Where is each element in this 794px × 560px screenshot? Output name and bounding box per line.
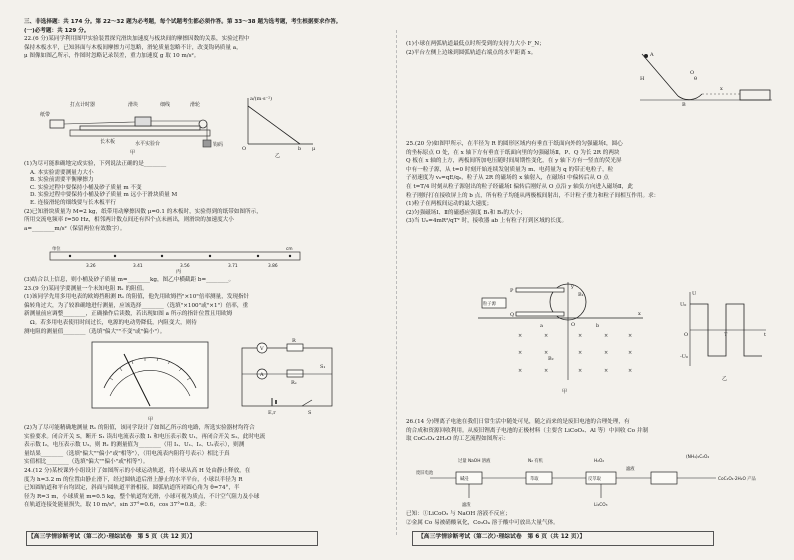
q25-line: 在 t=T/4 时刻从粒子源射出的粒子经磁场Ⅰ 偏转后刚好从 O 点沿 y 轴负方向进入磁场Ⅱ，此 [406, 183, 633, 190]
q25-line: 的坐标原点 O 处，在 x 轴下方有垂直于纸面向里的匀强磁场Ⅱ，P、Q 为长 2R 的两块 [406, 149, 620, 156]
ball [644, 54, 648, 58]
svg-text:×: × [604, 333, 609, 339]
flow-label: 滤液 [626, 467, 635, 472]
label-p: P [510, 288, 514, 294]
flow-label: N₂ 有机 [528, 459, 543, 464]
flow-label: H₂O₂ [594, 459, 605, 464]
q23-sub2-line: (2)为了尽可能精确地测量 Rₓ 的阻值，该同学设计了如图乙所示的电路，所选实验器材均符合 [24, 425, 255, 431]
q22-sub2-line: (2)已知滑块质量为 M=2 kg，纸带用动摩擦因数 μ=0.1 的木板时，实验得到的纸带如图所示， [24, 208, 262, 215]
pulley [199, 120, 207, 128]
origin-label: O [242, 146, 247, 152]
label-q: Q [510, 312, 515, 318]
label-pulley: 滑轮 [190, 102, 201, 108]
paper-tape [64, 122, 135, 124]
tape-dot [114, 255, 116, 257]
label-h: H [640, 76, 645, 82]
caption-yi: 乙 [275, 153, 281, 159]
hook-weight [203, 140, 211, 147]
svg-text:×: × [628, 333, 633, 339]
q23-sub2-line: 实验要求。闭合开关 S，断开 S₁ 读出电流表示数 I₁ 和电压表示数 U₁，再闭合开关 S₁，此时电流 [24, 433, 266, 440]
q22-q3-and-q23 [24, 276, 392, 337]
q25-line: 子初速度为 v₀=qE/q₀，粒子从 2R 的磁场的 x 轴射入，在磁场Ⅰ 中偏转后从 O 点 [406, 175, 609, 182]
flow-box-filter [651, 472, 677, 484]
q22-option: B. 实验前需要平衡摩擦力 [30, 177, 94, 184]
q25-line: 中有一粒子源，从 t=0 时刻开始连续发射质量为 m、电荷量为 q 的带正电粒子，粒 [406, 166, 614, 173]
label-slider: 滑块 [128, 102, 139, 108]
slider-block [135, 117, 151, 126]
q23-line: 新测量前应调整________，正确操作后读数，若出现如图 a 所示的指针位置且用欧姆 [24, 311, 233, 318]
plate-p [516, 288, 564, 292]
label-origin: O [684, 332, 689, 338]
svg-text:×: × [578, 368, 583, 374]
tape-strip [50, 252, 300, 260]
svg-text:×: × [518, 350, 523, 356]
tape-dot [69, 255, 71, 257]
label-b: b [596, 323, 600, 329]
label-t-period: T [724, 332, 728, 338]
q23-line: (1)该同学先用多用电表的欧姆挡粗测 Rₓ 的阻值，他先用欧姆挡"×10"倍率测量，发现指针 [24, 294, 250, 301]
label-time: t [764, 332, 767, 338]
caption-bing: 丙 [176, 269, 182, 275]
q24-line: 已知圆轨道和平台均固定，斜面与圆轨道平滑相接，圆弧轨道所对圆心角为 θ=74°，半 [24, 485, 240, 492]
svg-text:×: × [578, 333, 583, 339]
svg-text:×: × [544, 368, 549, 374]
q22-stem [24, 36, 392, 61]
label-a: A [650, 52, 654, 58]
q22-option: A. 本实验需要测量力大小 [30, 169, 94, 176]
tape-length: 3.56 [180, 264, 190, 269]
tape-length: 3.71 [228, 264, 238, 269]
q26-line: 取 CoC₂O₄·2H₂O 的工艺流程如图所示： [406, 436, 510, 443]
platform [740, 90, 770, 100]
label-x: x [638, 311, 641, 317]
flow-label: (NH₄)₂C₂O₄ [686, 455, 710, 460]
q22-a-mu-graph [238, 94, 318, 152]
footer-left: 【高三学情诊断考试（第二次）·理综试卷 第 5 页（共 12 页）】 [28, 534, 196, 540]
switch-s [302, 400, 312, 406]
caption-25-jia: 甲 [562, 389, 568, 395]
field-crosses [518, 333, 632, 374]
label-a: a [540, 323, 543, 329]
q22-line: 22.(6 分)某同学利用图甲实验装置探究滑块加速度与板块间的摩擦因数的关系，实验过程中 [24, 36, 250, 43]
resistor-rx [287, 370, 303, 377]
flow-label: 滤渣 [462, 503, 471, 508]
label-weight: 钩码 [213, 142, 224, 148]
flow-label: Li₂CO₃ [594, 503, 608, 508]
flow-label: 萃取 [530, 477, 539, 482]
q25-line: Q 板在 x 轴的上方，两板间所加电压随时间周期性变化，在 y 轴下方有一竖直的荧光屏 [406, 158, 622, 165]
q23-circuit-figure [232, 338, 342, 418]
svg-text:×: × [544, 333, 549, 339]
q23-line: 偏转角过大，为了较准确地进行测量，应该选择________（选填"×100"或"×1"）倍率，重 [24, 302, 249, 309]
svg-text:×: × [604, 350, 609, 356]
label-source: 粒子源 [483, 302, 496, 307]
tape-dot [161, 255, 163, 257]
q26-line: 的合成和资源回收利用。从废旧锂离子电池的正极材料（主要含 LiCoO₂、Al 等）中回收 Co 并制 [406, 427, 648, 434]
footer-right: 【高三学情诊断考试（第二次）·理综试卷 第 6 页（共 12 页）】 [418, 534, 586, 540]
q26-note: ②金属 Co 易被硝酸氧化，Co₃O₄ 溶于酸中可放出大量气体。 [406, 519, 559, 526]
label-thread: 细线 [160, 102, 171, 108]
q25-field-figure [478, 282, 648, 386]
q22-apparatus-figure [40, 96, 230, 148]
label-o: O [690, 70, 695, 76]
q26-stem [406, 418, 774, 445]
arc-track [678, 94, 702, 100]
q24-line: 24.(12 分)某校课外小组设计了如图所示的小球运动轨道，将小球从高 H 处由静止释放，在 [24, 467, 251, 474]
intercept-label: b [298, 146, 302, 152]
tape-length: 3.86 [268, 264, 278, 269]
incline [642, 54, 678, 96]
table [70, 130, 210, 136]
x-label: μ [312, 146, 316, 152]
plate-q [516, 312, 564, 316]
flow-label: 碱浸 [460, 477, 469, 482]
label-b1: B₁ [578, 292, 584, 298]
q23-multimeter-figure [90, 340, 210, 414]
caption-meter: 甲 [148, 417, 154, 423]
q26-flow-chart [416, 448, 786, 510]
q22-paper-tape-figure [50, 246, 310, 268]
label-er: E,r [268, 410, 276, 416]
q22-sub1: (1)为尽可能准确地完成实验，下列说法正确的是________ [24, 161, 167, 167]
q22-sub3: (3)结合以上信息，则小桶及砂子质量 m=________kg，图乙中横截距 b=________。 [24, 277, 235, 283]
q24-line: 径为 R=3 m，小球质量 m=0.5 kg，整个轨道均光滑，小球可视为质点，不计空气阻力及小球 [24, 493, 260, 500]
flow-label: CoC₂O₄·2H₂O 产品 [718, 477, 756, 482]
tape-dot [209, 255, 211, 257]
label-long-board: 长木板 [100, 139, 116, 145]
q22-line: μ 图像如图乙所示，作图时忽略记录误差，重力加速度 g 取 10 m/s²。 [24, 53, 200, 60]
q23-sub2-line: 实值相比________（选填"偏大""偏小"或"相等"）。 [24, 459, 149, 466]
q22-questions [24, 160, 392, 234]
q23-line: 测电阻的测量值________（选填"偏大""不变"或"偏小"）。 [24, 328, 166, 335]
q26-line: 26.(14 分)锂离子电池在我们日常生活中随处可见，随之而来的是废旧电池的合理处理，有 [406, 419, 630, 425]
label-table: 水平实验台 [135, 141, 161, 147]
q24-track-figure [640, 50, 780, 110]
label-r: R [292, 338, 296, 344]
column-divider [396, 30, 397, 535]
label-timer: 打点计时器 [70, 102, 96, 108]
label-o: O [571, 322, 576, 328]
label-b: B [682, 102, 686, 108]
label-u: U [692, 291, 697, 297]
q23-part2-and-q24 [24, 424, 392, 511]
q24-line: 度为 h=3.2 m 的位置由静止滑下，经过圆轨道后滑上静止的水平平台，小球以半径为 R [24, 476, 243, 483]
label-b2: B₂ [548, 356, 554, 362]
tape-length: 3.41 [133, 264, 143, 269]
q23-line: 23.(9 分)某同学要测量一个未知电阻 Rₓ 的阻值。 [24, 285, 148, 292]
svg-text:×: × [544, 350, 549, 356]
tape-unit-cm: cm [286, 247, 293, 252]
section-header: 三、非选择题：共 174 分。第 22～32 题为必考题，每个试题考生都必须作答。第 33～38 题为选考题，考生根据要求作答。 [24, 19, 342, 25]
q22-option: C. 实验过程中要保持小桶及砂子质量 m 不变 [30, 184, 142, 191]
q25-sub: (2)匀强磁场Ⅰ、Ⅱ的磁感应强度 B₁和 B₂的大小； [406, 209, 526, 216]
q25-line: 粒子刚好打在接收屏上的 b 点，所有粒子均能从两极板间射出，不计粒子重力和粒子间相互作用。求： [406, 192, 660, 199]
tape-unit: 单位 [52, 247, 61, 252]
q24-cont-line: (2)平台左侧上边缘到圆弧轨道右端点的水平距离 x。 [406, 49, 537, 56]
caption-25-yi: 乙 [722, 376, 728, 382]
label-tape: 纸带 [40, 112, 51, 118]
q25-sub: (3)当 U₀=4mR²/qT² 时，接收器 ab 上有粒子打到区域的长度。 [406, 218, 568, 225]
svg-text:×: × [604, 368, 609, 374]
label-s: S [308, 410, 312, 416]
q25-voltage-graph [680, 290, 770, 370]
q23-sub2-line: 量结果________（选填"偏大""偏小"或"相等"），（用电流表内阻符号表示）相比于真 [24, 450, 230, 457]
q24-cont-line: (1)小球在两弧轨道最低点时所受到的支持力大小 F_N； [406, 41, 545, 47]
label-minus-u0: -U₀ [680, 354, 688, 360]
q22-option: D. 实验过程中要保持小桶及砂子质量 m 远小于滑块质量 M [30, 192, 178, 199]
q25-stem [406, 140, 774, 227]
resistor-r [287, 344, 303, 351]
flow-label: 废旧电池 [416, 471, 434, 476]
y-label: a/(m·s⁻²) [250, 96, 273, 102]
q26-note: 已知：①LiCoO₂ 与 NaOH 溶液不反应； [406, 511, 511, 517]
label-rx: Rₓ [291, 380, 297, 386]
flow-label: 反萃取 [588, 477, 601, 482]
q22-option: E. 连接滑轮的细线要与长木板平行 [30, 199, 116, 206]
label-x: x [720, 86, 723, 92]
svg-text:×: × [628, 350, 633, 356]
label-ammeter: A [260, 372, 264, 378]
svg-text:×: × [518, 368, 523, 374]
tape-dot [289, 255, 291, 257]
label-voltmeter: V [260, 346, 264, 352]
label-s1: S₁ [320, 364, 326, 370]
svg-text:×: × [628, 368, 633, 374]
q26-notes [406, 510, 774, 528]
q23-sub2-line: 表示数 I₂，电压表示数 U₂，则 Rₓ 的测量值为________（用 I₁、U₁、I₂、U₂表示），则测 [24, 442, 245, 449]
svg-text:×: × [578, 350, 583, 356]
graph-line [248, 106, 300, 144]
timer [50, 120, 64, 128]
long-board [80, 126, 200, 130]
q22-sub2-line: a=________m/s²（保留两位有效数字）。 [24, 225, 126, 232]
q25-sub: (1)粒子在两板间运动的最大速度； [406, 201, 493, 208]
q23-line: Ω。若多用电表使用时间过长，电源的电动势降低，内阻变大，则待 [30, 319, 197, 326]
label-u0: U₀ [680, 302, 687, 308]
q22-sub2-line: 所用交流电频率 f=50 Hz，相邻两计数点间还有四个点未画出，则滑块的加速度大小 [24, 217, 234, 224]
tape-dot [257, 255, 259, 257]
caption-jia: 甲 [130, 150, 136, 156]
q24-line: 在轨道连接处能量损失，取 10 m/s²，sin 37°=0.6，cos 37°=0.8。求： [24, 502, 211, 509]
q25-line: 25.(20 分)如图甲所示，在半径为 R 的圆形区域内有垂直于纸面向外的匀强磁场Ⅰ，圆心 [406, 141, 623, 147]
flow-label: 过量 NaOH 溶液 [458, 459, 491, 464]
left-column [24, 18, 392, 62]
label-y: y [571, 284, 574, 290]
tape-length: 3.26 [86, 264, 96, 269]
meter-frame [92, 342, 208, 408]
svg-text:×: × [518, 333, 523, 339]
section-sub-header: (一)必考题：共 129 分。 [24, 27, 90, 34]
q22-line: 保持木板水平，已知斜面与木板间摩擦力可忽略，滑轮质量忽略不计，改变钩码质量 a， [24, 44, 242, 51]
label-theta: θ [694, 76, 698, 82]
